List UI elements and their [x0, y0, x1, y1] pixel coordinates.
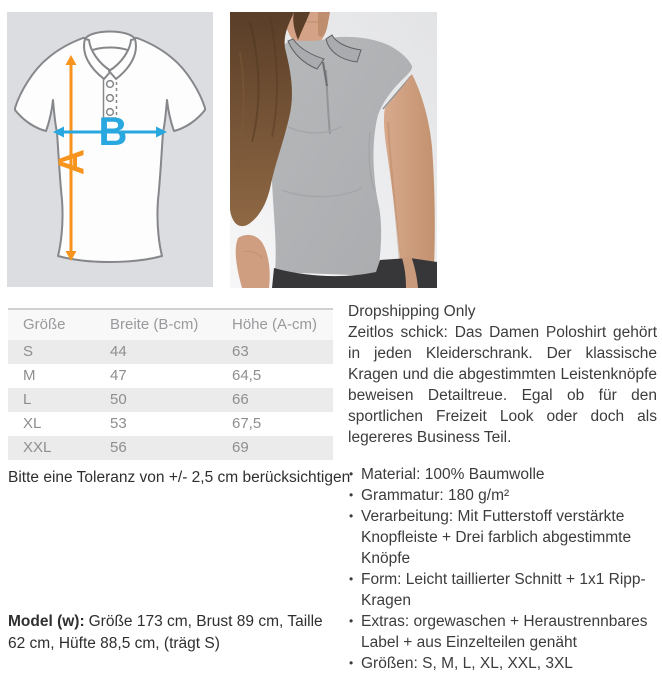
list-item-text: Verarbeitung: Mit Futterstoff verstärkte Knopfleiste + Drei farblich abgestimmte Knöpfe: [361, 508, 632, 567]
measure-label-b: B: [98, 110, 128, 154]
bullet-icon: •: [349, 488, 354, 502]
measure-label-a: A: [50, 149, 92, 175]
details-heading: Dropshipping Only: [348, 303, 476, 320]
bullet-icon: •: [349, 509, 354, 523]
list-item: [348, 506, 657, 569]
table-row: [8, 340, 333, 364]
product-photo: [230, 12, 437, 288]
list-item-text: Extras: orgewaschen + Heraustrennbares Label + aus Einzelteilen genäht: [361, 613, 648, 651]
polo-measurement-diagram: [7, 12, 213, 287]
cell-hoehe: 67,5: [232, 415, 262, 432]
button-icon: [107, 95, 114, 102]
bullet-icon: •: [349, 467, 354, 481]
table-row: [8, 388, 333, 412]
cell-breite: 56: [95, 436, 217, 460]
tolerance-note: Bitte eine Toleranz von +/- 2,5 cm berücksichtigen: [8, 469, 351, 486]
table-row: [8, 364, 333, 388]
cell-groesse: L: [8, 388, 95, 412]
cell-hoehe: 64,5: [232, 367, 262, 384]
cell-groesse: XL: [23, 415, 42, 432]
cell-breite: 53: [110, 415, 127, 432]
model-measurements-text: Größe 173 cm, Brust 89 cm, Taille 62 cm, Hüfte 88,5 cm, (trägt S): [8, 613, 323, 652]
model-label: Model (w):: [8, 613, 85, 630]
list-item: [348, 611, 657, 653]
list-item-text: Größen: S, M, L, XL, XXL, 3XL: [361, 655, 573, 672]
cell-groesse: S: [8, 340, 95, 364]
cell-breite: 47: [110, 367, 127, 384]
list-item: [348, 569, 657, 611]
cell-groesse: M: [23, 367, 36, 384]
list-item: [348, 485, 657, 506]
product-description: Zeitlos schick: Das Damen Poloshirt gehört in jeden Kleiderschrank. Der klassische Kragen und die abgestimmten Leistenknöpfe beweisen Detailtreue. Egal ob für den sportlichen Freizeit Look oder doch als legereres Business Teil.: [348, 324, 657, 446]
size-chart-body: [8, 340, 333, 460]
cell-breite: 44: [95, 340, 217, 364]
product-feature-list: [348, 464, 657, 674]
table-row: [8, 436, 333, 460]
bullet-icon: •: [349, 572, 354, 586]
cell-hoehe: 69: [217, 436, 333, 460]
model-measurements-note: [8, 611, 343, 655]
table-header-row: [8, 309, 333, 340]
bullet-icon: •: [349, 614, 354, 628]
list-item: [348, 653, 657, 674]
cell-hoehe: 66: [217, 388, 333, 412]
cell-breite: 50: [95, 388, 217, 412]
model-photo-illustration: [230, 12, 437, 288]
product-details: [348, 301, 657, 674]
cell-hoehe: 63: [217, 340, 333, 364]
list-item-text: Form: Leicht taillierter Schnitt + 1x1 Ripp-Kragen: [361, 571, 646, 609]
bullet-icon: •: [349, 656, 354, 670]
table-row: [8, 412, 333, 436]
column-header-breite: Breite (B-cm): [95, 309, 217, 340]
list-item: [348, 464, 657, 485]
list-item-text: Material: 100% Baumwolle: [361, 466, 545, 483]
list-item-text: Grammatur: 180 g/m²: [361, 487, 510, 504]
size-diagram-panel: [7, 12, 213, 287]
size-chart-table: [8, 308, 333, 460]
button-icon: [107, 81, 114, 88]
column-header-groesse: Größe: [8, 309, 95, 340]
column-header-hoehe: Höhe (A-cm): [217, 309, 333, 340]
cell-groesse: XXL: [8, 436, 95, 460]
